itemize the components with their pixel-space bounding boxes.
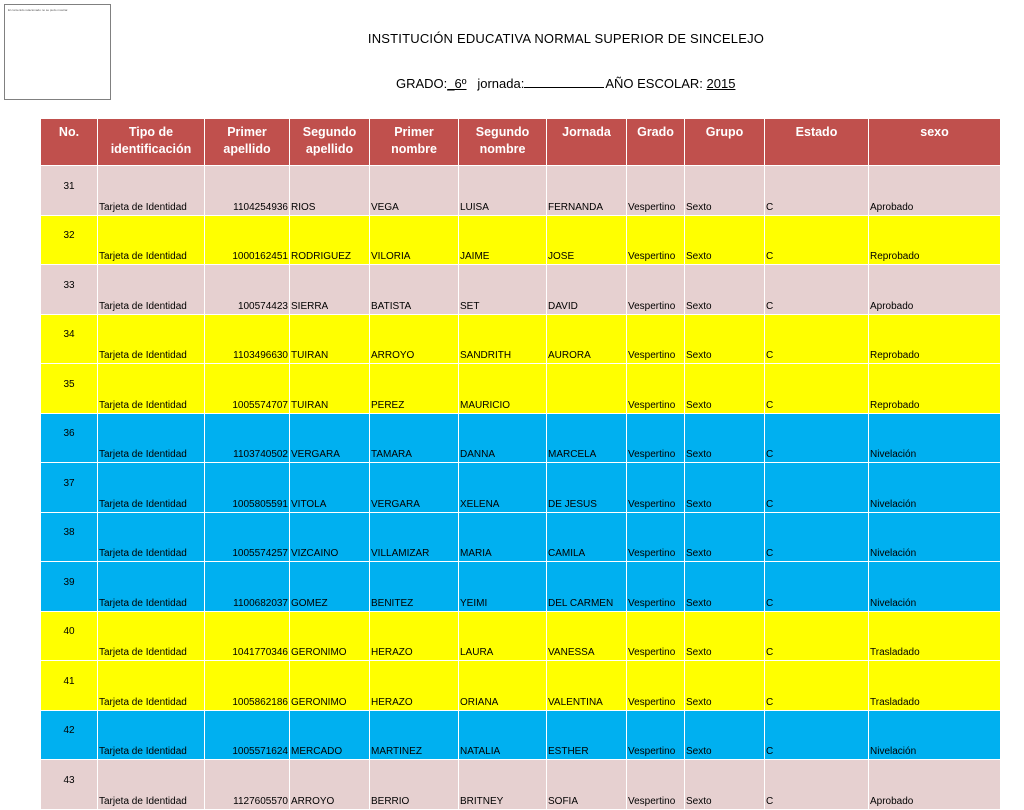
cell-id-number: 1104254936 — [205, 166, 290, 216]
cell-segundo-nombre: AURORA — [547, 314, 627, 364]
column-header: Tipo de identificación — [98, 119, 205, 166]
cell-grado: Sexto — [685, 364, 765, 414]
cell-segundo-nombre: DAVID — [547, 265, 627, 315]
document-subtitle — [396, 75, 735, 91]
cell-row-number: 43 — [41, 760, 98, 810]
cell-row-number: 31 — [41, 166, 98, 216]
cell-jornada: Vespertino — [627, 215, 685, 265]
cell-primer-apellido: VERGARA — [290, 413, 370, 463]
column-header: Estado — [765, 119, 869, 166]
cell-estado: Nivelación — [869, 512, 1001, 562]
cell-grupo: C — [765, 760, 869, 810]
cell-jornada: Vespertino — [627, 562, 685, 612]
cell-segundo-nombre: VALENTINA — [547, 661, 627, 711]
cell-segundo-nombre: DE JESUS — [547, 463, 627, 513]
cell-grado: Sexto — [685, 265, 765, 315]
cell-row-number: 42 — [41, 710, 98, 760]
cell-segundo-apellido: BENITEZ — [370, 562, 459, 612]
cell-grado: Sexto — [685, 215, 765, 265]
cell-row-number: 32 — [41, 215, 98, 265]
cell-segundo-apellido: BERRIO — [370, 760, 459, 810]
anio-value: 2015 — [706, 76, 736, 91]
cell-grupo: C — [765, 463, 869, 513]
table-row — [41, 364, 1001, 414]
cell-primer-nombre: MAURICIO — [459, 364, 547, 414]
document-title: INSTITUCIÓN EDUCATIVA NORMAL SUPERIOR DE SINCELEJO — [367, 31, 765, 46]
table-row — [41, 166, 1001, 216]
cell-grupo: C — [765, 314, 869, 364]
cell-jornada: Vespertino — [627, 710, 685, 760]
cell-primer-apellido: ARROYO — [290, 760, 370, 810]
cell-row-number: 33 — [41, 265, 98, 315]
cell-segundo-apellido: ARROYO — [370, 314, 459, 364]
cell-id-number: 1103496630 — [205, 314, 290, 364]
cell-estado: Reprobado — [869, 314, 1001, 364]
cell-jornada: Vespertino — [627, 166, 685, 216]
column-header: Primer nombre — [370, 119, 459, 166]
cell-grado: Sexto — [685, 611, 765, 661]
column-header: Grupo — [685, 119, 765, 166]
cell-grupo: C — [765, 265, 869, 315]
cell-jornada: Vespertino — [627, 413, 685, 463]
cell-id-type: Tarjeta de Identidad — [98, 611, 205, 661]
cell-jornada: Vespertino — [627, 265, 685, 315]
cell-segundo-nombre: JOSE — [547, 215, 627, 265]
cell-segundo-nombre: CAMILA — [547, 512, 627, 562]
table-row — [41, 463, 1001, 513]
cell-grupo: C — [765, 562, 869, 612]
cell-row-number: 39 — [41, 562, 98, 612]
cell-grado: Sexto — [685, 166, 765, 216]
cell-segundo-apellido: VILLAMIZAR — [370, 512, 459, 562]
cell-primer-nombre: BRITNEY — [459, 760, 547, 810]
cell-estado: Aprobado — [869, 265, 1001, 315]
cell-segundo-nombre: VANESSA — [547, 611, 627, 661]
column-header: Segundo nombre — [459, 119, 547, 166]
cell-primer-nombre: YEIMI — [459, 562, 547, 612]
cell-primer-apellido: RIOS — [290, 166, 370, 216]
cell-primer-nombre: XELENA — [459, 463, 547, 513]
cell-id-type: Tarjeta de Identidad — [98, 562, 205, 612]
cell-segundo-apellido: TAMARA — [370, 413, 459, 463]
cell-segundo-nombre: MARCELA — [547, 413, 627, 463]
cell-id-type: Tarjeta de Identidad — [98, 364, 205, 414]
cell-primer-apellido: VITOLA — [290, 463, 370, 513]
cell-estado: Nivelación — [869, 463, 1001, 513]
cell-estado: Nivelación — [869, 710, 1001, 760]
cell-id-number: 1005574257 — [205, 512, 290, 562]
cell-id-number: 1100682037 — [205, 562, 290, 612]
cell-id-number: 1041770346 — [205, 611, 290, 661]
cell-id-type: Tarjeta de Identidad — [98, 166, 205, 216]
cell-id-type: Tarjeta de Identidad — [98, 265, 205, 315]
cell-primer-nombre: NATALIA — [459, 710, 547, 760]
cell-id-number: 1005862186 — [205, 661, 290, 711]
table-row — [41, 265, 1001, 315]
jornada-blank — [524, 75, 604, 88]
cell-id-type: Tarjeta de Identidad — [98, 512, 205, 562]
cell-row-number: 35 — [41, 364, 98, 414]
cell-segundo-nombre: SOFIA — [547, 760, 627, 810]
cell-primer-nombre: DANNA — [459, 413, 547, 463]
cell-primer-nombre: JAIME — [459, 215, 547, 265]
cell-segundo-nombre: FERNANDA — [547, 166, 627, 216]
cell-segundo-apellido: PEREZ — [370, 364, 459, 414]
table-row — [41, 314, 1001, 364]
cell-segundo-apellido: VEGA — [370, 166, 459, 216]
cell-estado: Aprobado — [869, 760, 1001, 810]
cell-primer-apellido: GERONIMO — [290, 611, 370, 661]
table-header-row — [41, 119, 1001, 166]
table-row — [41, 562, 1001, 612]
cell-id-number: 1005571624 — [205, 710, 290, 760]
column-header: Primer apellido — [205, 119, 290, 166]
cell-jornada: Vespertino — [627, 661, 685, 711]
cell-id-number: 1103740502 — [205, 413, 290, 463]
cell-segundo-apellido: BATISTA — [370, 265, 459, 315]
cell-row-number: 36 — [41, 413, 98, 463]
cell-estado: Reprobado — [869, 215, 1001, 265]
cell-grado: Sexto — [685, 661, 765, 711]
cell-id-number: 1127605570 — [205, 760, 290, 810]
logo-caption: El contenido relacionado no se pudo mostrar. — [8, 8, 69, 12]
cell-grado: Sexto — [685, 463, 765, 513]
cell-estado: Nivelación — [869, 562, 1001, 612]
cell-grupo: C — [765, 710, 869, 760]
cell-id-type: Tarjeta de Identidad — [98, 710, 205, 760]
jornada-label: jornada: — [477, 76, 525, 91]
cell-primer-apellido: GERONIMO — [290, 661, 370, 711]
cell-id-type: Tarjeta de Identidad — [98, 463, 205, 513]
cell-id-type: Tarjeta de Identidad — [98, 760, 205, 810]
cell-id-type: Tarjeta de Identidad — [98, 413, 205, 463]
column-header: Grado — [627, 119, 685, 166]
cell-estado: Reprobado — [869, 364, 1001, 414]
cell-grupo: C — [765, 512, 869, 562]
cell-jornada: Vespertino — [627, 611, 685, 661]
cell-grado: Sexto — [685, 562, 765, 612]
cell-segundo-apellido: VILORIA — [370, 215, 459, 265]
cell-jornada: Vespertino — [627, 760, 685, 810]
column-header: Jornada — [547, 119, 627, 166]
cell-segundo-apellido: HERAZO — [370, 661, 459, 711]
table-row — [41, 512, 1001, 562]
cell-segundo-nombre — [547, 364, 627, 414]
cell-id-number: 1005574707 — [205, 364, 290, 414]
logo-placeholder — [4, 4, 111, 100]
cell-segundo-nombre: ESTHER — [547, 710, 627, 760]
cell-primer-nombre: MARIA — [459, 512, 547, 562]
cell-grado: Sexto — [685, 710, 765, 760]
cell-primer-apellido: MERCADO — [290, 710, 370, 760]
grado-value: _6º — [447, 76, 467, 91]
cell-grupo: C — [765, 413, 869, 463]
cell-primer-nombre: ORIANA — [459, 661, 547, 711]
cell-row-number: 34 — [41, 314, 98, 364]
table-row — [41, 413, 1001, 463]
cell-id-type: Tarjeta de Identidad — [98, 314, 205, 364]
column-header: Segundo apellido — [290, 119, 370, 166]
cell-estado: Trasladado — [869, 611, 1001, 661]
cell-primer-apellido: VIZCAINO — [290, 512, 370, 562]
cell-jornada: Vespertino — [627, 364, 685, 414]
cell-grado: Sexto — [685, 314, 765, 364]
cell-primer-apellido: TUIRAN — [290, 314, 370, 364]
cell-estado: Trasladado — [869, 661, 1001, 711]
table-row — [41, 760, 1001, 810]
table-body — [41, 166, 1001, 810]
cell-grupo: C — [765, 364, 869, 414]
cell-row-number: 40 — [41, 611, 98, 661]
cell-segundo-apellido: HERAZO — [370, 611, 459, 661]
cell-estado: Nivelación — [869, 413, 1001, 463]
cell-grado: Sexto — [685, 413, 765, 463]
cell-grupo: C — [765, 661, 869, 711]
cell-primer-nombre: LUISA — [459, 166, 547, 216]
students-table — [40, 118, 1001, 810]
table-row — [41, 611, 1001, 661]
cell-jornada: Vespertino — [627, 314, 685, 364]
cell-segundo-nombre: DEL CARMEN — [547, 562, 627, 612]
cell-estado: Aprobado — [869, 166, 1001, 216]
cell-jornada: Vespertino — [627, 512, 685, 562]
grado-label: GRADO: — [396, 76, 448, 91]
cell-primer-nombre: SET — [459, 265, 547, 315]
cell-grado: Sexto — [685, 760, 765, 810]
cell-id-number: 1005805591 — [205, 463, 290, 513]
column-header: No. — [41, 119, 98, 166]
table-row — [41, 710, 1001, 760]
cell-row-number: 41 — [41, 661, 98, 711]
cell-primer-nombre: SANDRITH — [459, 314, 547, 364]
table-row — [41, 215, 1001, 265]
cell-primer-apellido: RODRIGUEZ — [290, 215, 370, 265]
column-header: sexo — [869, 119, 1001, 166]
anio-label: AÑO ESCOLAR: — [605, 76, 703, 91]
cell-primer-apellido: TUIRAN — [290, 364, 370, 414]
cell-segundo-apellido: VERGARA — [370, 463, 459, 513]
cell-grupo: C — [765, 611, 869, 661]
cell-jornada: Vespertino — [627, 463, 685, 513]
cell-id-number: 100574423 — [205, 265, 290, 315]
cell-row-number: 37 — [41, 463, 98, 513]
cell-grado: Sexto — [685, 512, 765, 562]
cell-id-type: Tarjeta de Identidad — [98, 661, 205, 711]
cell-id-number: 1000162451 — [205, 215, 290, 265]
table-row — [41, 661, 1001, 711]
cell-primer-nombre: LAURA — [459, 611, 547, 661]
cell-primer-apellido: SIERRA — [290, 265, 370, 315]
cell-grupo: C — [765, 166, 869, 216]
cell-segundo-apellido: MARTINEZ — [370, 710, 459, 760]
cell-id-type: Tarjeta de Identidad — [98, 215, 205, 265]
cell-row-number: 38 — [41, 512, 98, 562]
cell-grupo: C — [765, 215, 869, 265]
cell-primer-apellido: GOMEZ — [290, 562, 370, 612]
